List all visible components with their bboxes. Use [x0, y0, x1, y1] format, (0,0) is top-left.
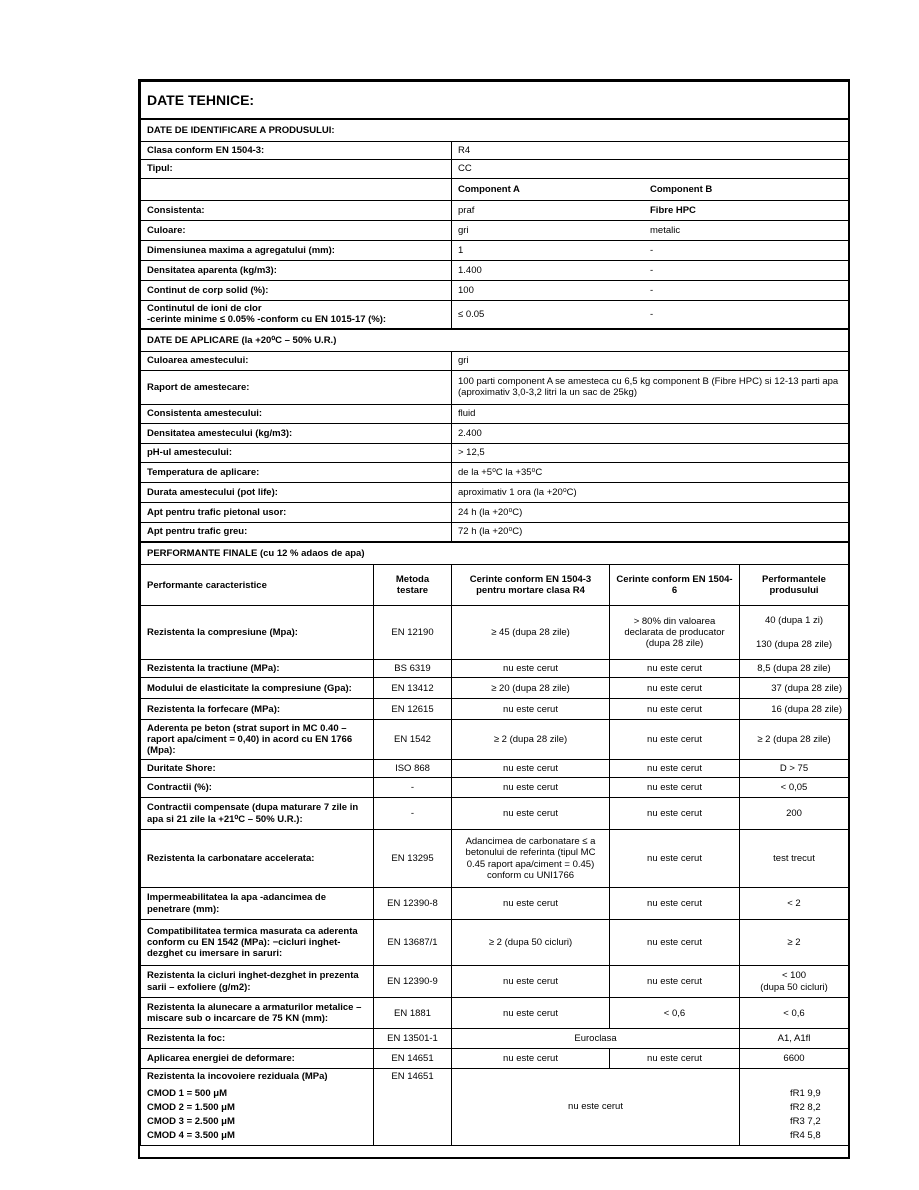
- dimensiunea-values: [452, 241, 849, 261]
- technical-table: [140, 81, 849, 1146]
- perf-req3-12: nu este cerut: [452, 998, 610, 1029]
- perf-label-0: Rezistenta la compresiune (Mpa):: [141, 606, 374, 660]
- perf-req6-9: nu este cerut: [610, 888, 740, 920]
- perf-value-10: ≥ 2: [740, 920, 849, 966]
- perf-req6-10: nu este cerut: [610, 920, 740, 966]
- perf-value-5: D > 75: [740, 760, 849, 778]
- perf-req3-2: ≥ 20 (dupa 28 zile): [452, 678, 610, 699]
- perf-label-9: Impermeabilitatea la apa -adancimea de penetrare (mm):: [141, 888, 374, 920]
- perf-req3-3: nu este cerut: [452, 699, 610, 720]
- perf-req6-11: nu este cerut: [610, 966, 740, 998]
- energy-req3: nu este cerut: [452, 1049, 610, 1069]
- dimensiunea-label: Dimensiunea maxima a agregatului (mm):: [141, 241, 452, 261]
- perf-value-6: < 0,05: [740, 778, 849, 798]
- perf-req3-4: ≥ 2 (dupa 28 zile): [452, 720, 610, 760]
- perf-value-1: 8,5 (dupa 28 zile): [740, 660, 849, 678]
- energy-method: EN 14651: [374, 1049, 452, 1069]
- header-en1504-3: Cerinte conform EN 1504-3 pentru mortare clasa R4: [452, 565, 610, 606]
- perf-label-8: Rezistenta la carbonatare accelerata:: [141, 830, 374, 888]
- app-value-3: 2.400: [452, 423, 849, 443]
- app-value-5: de la +5⁰C la +35⁰C: [452, 462, 849, 482]
- perf-method-1: BS 6319: [374, 660, 452, 678]
- perf-label-5: Duritate Shore:: [141, 760, 374, 778]
- perf-value-3: 16 (dupa 28 zile): [740, 699, 849, 720]
- perf-value-0: 40 (dupa 1 zi) 130 (dupa 28 zile): [740, 606, 849, 660]
- perf-req6-0: > 80% din valoarea declarata de producator (dupa 28 zile): [610, 606, 740, 660]
- perf-req6-12: < 0,6: [610, 998, 740, 1029]
- densitatea-label: Densitatea aparenta (kg/m3):: [141, 261, 452, 281]
- app-value-4: > 12,5: [452, 443, 849, 462]
- perf-label-1: Rezistenta la tractiune (MPa):: [141, 660, 374, 678]
- perf-req3-10: ≥ 2 (dupa 50 cicluri): [452, 920, 610, 966]
- app-label-2: Consistenta amestecului:: [141, 404, 452, 423]
- component-header: [452, 179, 849, 201]
- perf-label-6: Contractii (%):: [141, 778, 374, 798]
- performance-section-title: PERFORMANTE FINALE (cu 12 % adaos de apa): [141, 542, 849, 565]
- energy-req6: nu este cerut: [610, 1049, 740, 1069]
- app-value-0: gri: [452, 351, 849, 370]
- fr4-value: fR4 5,8: [790, 1129, 821, 1141]
- app-label-3: Densitatea amestecului (kg/m3):: [141, 423, 452, 443]
- perf-method-7: -: [374, 798, 452, 830]
- culoare-a: gri: [458, 224, 469, 236]
- culoare-values: [452, 221, 849, 241]
- perf-req6-5: nu este cerut: [610, 760, 740, 778]
- dimensiunea-a: 1: [458, 244, 464, 256]
- perf-value-2: 37 (dupa 28 zile): [740, 678, 849, 699]
- perf-value-8: test trecut: [740, 830, 849, 888]
- component-header-blank: [141, 179, 452, 201]
- perf-value-9: < 2: [740, 888, 849, 920]
- app-value-7: 24 h (la +20⁰C): [452, 502, 849, 522]
- energy-value: 6600: [740, 1049, 849, 1069]
- tipul-label: Tipul:: [141, 160, 452, 179]
- perf-method-0: EN 12190: [374, 606, 452, 660]
- fr1-value: fR1 9,9: [790, 1087, 821, 1099]
- perf-method-4: EN 1542: [374, 720, 452, 760]
- consistenta-values: [452, 201, 849, 221]
- consistenta-label: Consistenta:: [141, 201, 452, 221]
- app-value-1: 100 parti component A se amesteca cu 6,5 kg component B (Fibre HPC) si 12-13 parti apa (aproximativ 3,0-3,2 litri la un sac de 25kg): [452, 370, 849, 404]
- densitatea-a: 1.400: [458, 264, 482, 276]
- perf-req3-0: ≥ 45 (dupa 28 zile): [452, 606, 610, 660]
- cmod-2: CMOD 2 = 1.500 μM: [147, 1101, 235, 1113]
- application-section-title: DATE DE APLICARE (la +20⁰C – 50% U.R.): [141, 329, 849, 352]
- residual-req: nu este cerut: [452, 1069, 740, 1145]
- fire-method: EN 13501-1: [374, 1029, 452, 1049]
- header-metoda: Metoda testare: [374, 565, 452, 606]
- culoare-label: Culoare:: [141, 221, 452, 241]
- fire-req: Euroclasa: [452, 1029, 740, 1049]
- perf-req3-1: nu este cerut: [452, 660, 610, 678]
- fire-label: Rezistenta la foc:: [141, 1029, 374, 1049]
- component-b-header: Component B: [650, 183, 713, 195]
- perf-req6-2: nu este cerut: [610, 678, 740, 699]
- chlor-a: ≤ 0.05: [458, 308, 485, 320]
- chlor-values: [452, 301, 849, 329]
- residual-method: EN 14651: [374, 1069, 452, 1145]
- app-label-1: Raport de amestecare:: [141, 370, 452, 404]
- chlor-label: Continutul de ioni de clor -cerinte minime ≤ 0.05% -conform cu EN 1015-17 (%):: [141, 301, 452, 329]
- page-title: DATE TEHNICE:: [141, 82, 849, 120]
- cmod-1: CMOD 1 = 500 μM: [147, 1087, 227, 1099]
- perf-method-12: EN 1881: [374, 998, 452, 1029]
- perf-method-3: EN 12615: [374, 699, 452, 720]
- perf-req6-4: nu este cerut: [610, 720, 740, 760]
- chlor-b: -: [650, 308, 654, 320]
- corp-solid-a: 100: [458, 284, 474, 296]
- fr3-value: fR3 7,2: [790, 1115, 821, 1127]
- perf-label-10: Compatibilitatea termica masurata ca aderenta conform cu EN 1542 (MPa): −cicluri inghet-dezghet cu imersare in saruri:: [141, 920, 374, 966]
- perf-label-11: Rezistenta la cicluri inghet-dezghet in prezenta sarii – exfoliere (g/m2):: [141, 966, 374, 998]
- perf-req6-7: nu este cerut: [610, 798, 740, 830]
- app-label-4: pH-ul amestecului:: [141, 443, 452, 462]
- component-a-header: Component A: [458, 183, 520, 195]
- technical-data-sheet: [138, 79, 850, 1159]
- perf-method-2: EN 13412: [374, 678, 452, 699]
- perf-label-12: Rezistenta la alunecare a armaturilor metalice – miscare sub o incarcare de 75 KN (mm):: [141, 998, 374, 1029]
- perf-method-10: EN 13687/1: [374, 920, 452, 966]
- densitatea-b: -: [650, 264, 654, 276]
- culoare-b: metalic: [650, 224, 681, 236]
- perf-req6-8: nu este cerut: [610, 830, 740, 888]
- clasa-value: R4: [452, 142, 849, 160]
- perf-method-11: EN 12390-9: [374, 966, 452, 998]
- perf-method-6: -: [374, 778, 452, 798]
- app-value-8: 72 h (la +20⁰C): [452, 522, 849, 542]
- perf-label-2: Modului de elasticitate la compresiune (Gpa):: [141, 678, 374, 699]
- header-performantele: Performantele produsului: [740, 565, 849, 606]
- perf-req6-3: nu este cerut: [610, 699, 740, 720]
- perf-value-7: 200: [740, 798, 849, 830]
- app-label-8: Apt pentru trafic greu:: [141, 522, 452, 542]
- perf-method-9: EN 12390-8: [374, 888, 452, 920]
- header-performante: Performante caracteristice: [141, 565, 374, 606]
- identification-section-title: DATE DE IDENTIFICARE A PRODUSULUI:: [141, 119, 849, 142]
- consistenta-a: praf: [458, 204, 475, 216]
- cmod-3: CMOD 3 = 2.500 μM: [147, 1115, 235, 1127]
- perf-value-4: ≥ 2 (dupa 28 zile): [740, 720, 849, 760]
- corp-solid-b: -: [650, 284, 654, 296]
- perf-req3-8: Adancimea de carbonatare ≤ a betonului de referinta (tipul MC 0.45 raport apa/ciment = 0.45) conform cu UNI1766: [452, 830, 610, 888]
- perf-value-11: < 100 (dupa 50 cicluri): [740, 966, 849, 998]
- perf-req3-11: nu este cerut: [452, 966, 610, 998]
- residual-values: [740, 1069, 849, 1145]
- perf-req6-6: nu este cerut: [610, 778, 740, 798]
- corp-solid-label: Continut de corp solid (%):: [141, 281, 452, 301]
- perf-req3-7: nu este cerut: [452, 798, 610, 830]
- app-label-5: Temperatura de aplicare:: [141, 462, 452, 482]
- residual-label: Rezistenta la incovoiere reziduala (MPa) CMOD 1 = 500 μM CMOD 2 = 1.500 μM CMOD 3 = 2.500 μM CMOD 4 = 3.500 μM: [141, 1069, 374, 1145]
- perf-req3-6: nu este cerut: [452, 778, 610, 798]
- perf-method-5: ISO 868: [374, 760, 452, 778]
- energy-label: Aplicarea energiei de deformare:: [141, 1049, 374, 1069]
- corp-solid-values: [452, 281, 849, 301]
- perf-req3-5: nu este cerut: [452, 760, 610, 778]
- fr2-value: fR2 8,2: [790, 1101, 821, 1113]
- app-label-0: Culoarea amestecului:: [141, 351, 452, 370]
- cmod-4: CMOD 4 = 3.500 μM: [147, 1129, 235, 1141]
- perf-label-4: Aderenta pe beton (strat suport in MC 0.40 – raport apa/ciment = 0,40) in acord cu EN 1766 (Mpa):: [141, 720, 374, 760]
- densitatea-values: [452, 261, 849, 281]
- consistenta-b: Fibre HPC: [650, 204, 696, 216]
- clasa-label: Clasa conform EN 1504-3:: [141, 142, 452, 160]
- app-label-7: Apt pentru trafic pietonal usor:: [141, 502, 452, 522]
- dimensiunea-b: -: [650, 244, 654, 256]
- perf-value-12: < 0,6: [740, 998, 849, 1029]
- tipul-value: CC: [452, 160, 849, 179]
- perf-label-7: Contractii compensate (dupa maturare 7 zile in apa si 21 zile la +21⁰C – 50% U.R.):: [141, 798, 374, 830]
- fire-value: A1, A1fl: [740, 1029, 849, 1049]
- perf-req6-1: nu este cerut: [610, 660, 740, 678]
- perf-label-3: Rezistenta la forfecare (MPa):: [141, 699, 374, 720]
- app-value-2: fluid: [452, 404, 849, 423]
- header-en1504-6: Cerinte conform EN 1504-6: [610, 565, 740, 606]
- app-value-6: aproximativ 1 ora (la +20⁰C): [452, 482, 849, 502]
- perf-method-8: EN 13295: [374, 830, 452, 888]
- app-label-6: Durata amestecului (pot life):: [141, 482, 452, 502]
- perf-req3-9: nu este cerut: [452, 888, 610, 920]
